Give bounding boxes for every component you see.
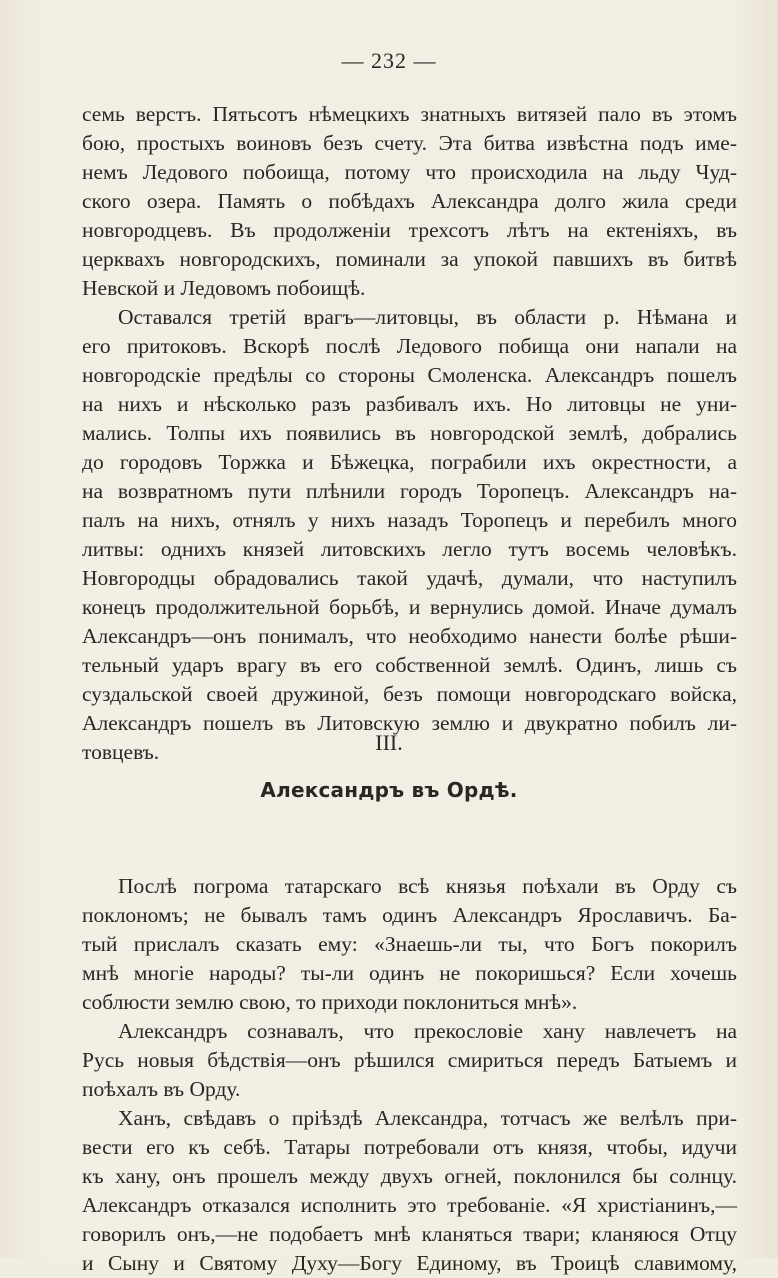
text-block-1 <box>82 100 737 767</box>
text-line: на нихъ и нѣсколько разъ разбивалъ ихъ. Но литовцы не уни- <box>82 392 737 416</box>
text-line: вести его къ себѣ. Татары потребовали отъ князя, чтобы, идучи <box>82 1135 737 1159</box>
text-line: къ хану, онъ прошелъ между двухъ огней, поклонился бы солнцу. <box>82 1164 737 1188</box>
text-line: соблюсти землю свою, то приходи поклониться мнѣ». <box>82 990 578 1014</box>
text-line: Послѣ погрома татарскаго всѣ князья поѣхали въ Орду съ <box>118 874 737 898</box>
text-line: литвы: однихъ князей литовскихъ легло тутъ восемь человѣкъ. <box>82 537 737 561</box>
text-line: суздальской своей дружиной, безъ помощи новгородскаго войска, <box>82 682 737 706</box>
text-line: семь верстъ. Пятьсотъ нѣмецкихъ знатныхъ витязей пало въ этомъ <box>82 102 737 126</box>
text-line: церквахъ новгородскихъ, поминали за упокой павшихъ въ битвѣ <box>82 247 737 271</box>
text-line: поклономъ; не бывалъ тамъ одинъ Александръ Ярославичъ. Ба- <box>82 903 737 927</box>
text-line: тый прислалъ сказать ему: «Знаешь-ли ты, что Богъ покорилъ <box>82 932 737 956</box>
text-line: Невской и Ледовомъ побоищѣ. <box>82 276 366 300</box>
text-line: немъ Ледового побоища, потому что происходила на льду Чуд- <box>82 160 737 184</box>
text-line: новгородцевъ. Въ продолженіи трехсотъ лѣтъ на ектеніяхъ, въ <box>82 218 737 242</box>
text-line: Русь новыя бѣдствія—онъ рѣшился смириться передъ Батыемъ и <box>82 1048 737 1072</box>
text-block-2 <box>82 872 737 1278</box>
text-line: мнѣ многіе народы? ты-ли одинъ не покоришься? Если хочешь <box>82 961 737 985</box>
text-line: и Сыну и Святому Духу—Богу Единому, въ Троицѣ славимому, <box>82 1251 737 1275</box>
text-line: Александръ сознавалъ, что прекословіе хану навлечетъ на <box>118 1019 737 1043</box>
text-line: Оставался третій врагъ—литовцы, въ области р. Нѣмана и <box>118 305 737 329</box>
text-line: Новгородцы обрадовались такой удачѣ, думали, что наступилъ <box>82 566 737 590</box>
text-line: Александръ—онъ понималъ, что необходимо нанести болѣе рѣши- <box>82 624 737 648</box>
section-title: Александръ въ Ордѣ. <box>260 778 518 802</box>
text-line: товцевъ. <box>82 740 160 764</box>
text-line: до городовъ Торжка и Бѣжецка, пограбили ихъ окрестности, а <box>82 450 737 474</box>
text-line: конецъ продолжительной борьбѣ, и вернулись домой. Иначе думалъ <box>82 595 737 619</box>
text-line: тельный ударъ врагу въ его собственной землѣ. Одинъ, лишь съ <box>82 653 737 677</box>
text-line: мались. Толпы ихъ появились въ новгородской землѣ, добрались <box>82 421 737 445</box>
text-line: бою, простыхъ воиновъ безъ счету. Эта битва извѣстна подъ име- <box>82 131 737 155</box>
text-line: поѣхалъ въ Орду. <box>82 1077 241 1101</box>
text-line: Александръ пошелъ въ Литовскую землю и двукратно побилъ ли- <box>82 711 737 735</box>
section-number: III. <box>375 730 403 755</box>
text-line: ского озера. Память о побѣдахъ Александра долго жила среди <box>82 189 737 213</box>
text-line: новгородскіе предѣлы со стороны Смоленска. Александръ пошелъ <box>82 363 737 387</box>
page-number: — 232 — <box>341 48 437 73</box>
text-line: говорилъ онъ,—не подобаетъ мнѣ кланяться твари; кланяюся Отцу <box>82 1222 737 1246</box>
text-line: его притоковъ. Вскорѣ послѣ Ледового побища они напали на <box>82 334 737 358</box>
text-line: палъ на нихъ, отнялъ у нихъ назадъ Торопецъ и перебилъ много <box>82 508 737 532</box>
text-line: Ханъ, свѣдавъ о пріѣздѣ Александра, тотчасъ же велѣлъ при- <box>118 1106 737 1130</box>
text-line: Александръ отказался исполнить это требованіе. «Я христіанинъ,— <box>82 1193 737 1217</box>
text-line: на возвратномъ пути плѣнили городъ Торопецъ. Александръ на- <box>82 479 737 503</box>
